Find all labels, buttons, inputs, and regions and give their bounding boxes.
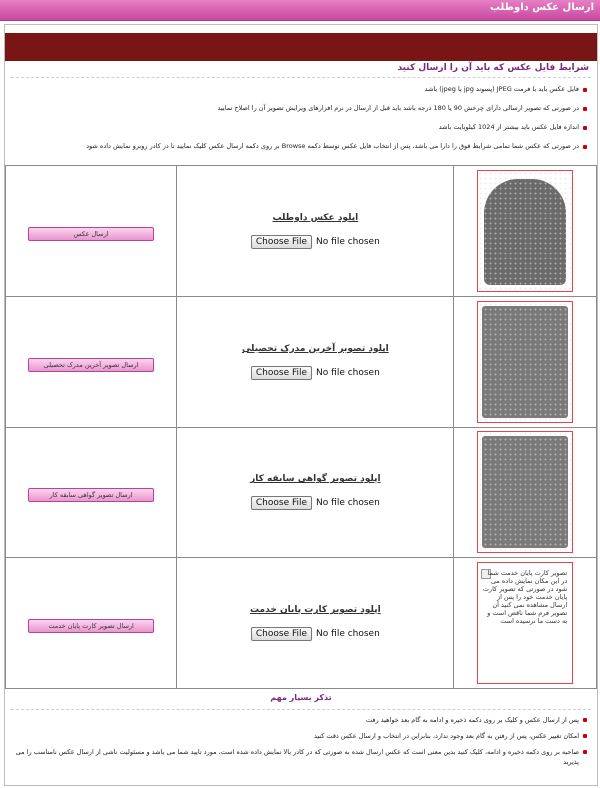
divider [11, 709, 591, 710]
send-education-button[interactable]: ارسال تصویر آخرین مدرک تحصیلی [28, 358, 154, 372]
upload-label: اپلود تصویر آخرین مدرک تحصیلی [241, 343, 389, 354]
send-photo-button[interactable]: ارسال عکس [28, 227, 154, 241]
military-card-preview [477, 562, 573, 684]
choose-file-button[interactable]: Choose File [251, 627, 312, 641]
rule-item: در صورتی که عکس شما تمامی شرایط فوق را دارا می باشد، پس از انتخاب فایل عکس توسط دکمه Browse بر روی دکمه ارسال عکس کلیک نمایید تا در کادر روبرو نمایش داده شود [17, 142, 587, 151]
notes-list [15, 715, 587, 767]
candidate-photo-preview [477, 170, 573, 292]
send-work-certificate-button[interactable]: ارسال تصویر گواهی سابقه کار [28, 488, 154, 502]
section-title: شرایط فایل عکس که باید آن را ارسال کنید [397, 63, 589, 73]
upload-label: اپلود عکس داوطلب [272, 212, 359, 223]
preview-cell [454, 296, 597, 427]
choose-file-button[interactable]: Choose File [251, 496, 312, 510]
note-item: صاحبه بر روی دکمه ذخیره و ادامه، کلیک کنید بدین معنی است که عکس ارسال شده به صورتی که در کادر بالا نمایش داده شده است، مورد تایید شما می باشد و مسئولیت ناشی از ارسال عکس نامناسب را می پذیرید [15, 747, 587, 767]
banner-bar [5, 33, 597, 61]
button-cell [6, 296, 177, 427]
divider [11, 77, 591, 78]
note-item: امکان تغییر عکس، پس از رفتن به گام بعد وجود ندارد، بنابراین در انتخاب و ارسال عکس دقت کنید [15, 731, 587, 741]
file-status: No file chosen [316, 629, 380, 640]
rule-item: اندازه فایل عکس باید بیشتر از 1024 کیلوبایت باشد [17, 123, 587, 132]
choose-file-button[interactable]: Choose File [251, 366, 312, 380]
upload-row-military [6, 558, 597, 689]
file-input[interactable] [251, 235, 380, 249]
page-title: ارسال عکس داوطلب [489, 2, 594, 13]
choose-file-button[interactable]: Choose File [251, 235, 312, 249]
button-cell [6, 166, 177, 297]
rule-item: در صورتی که تصویر ارسالی دارای چرخش 90 یا 180 درجه باشد باید قبل از ارسال در نرم افزارهای ویرایش تصویر آن را اصلاح نمایید [17, 104, 587, 113]
file-cell [177, 296, 454, 427]
send-military-card-button[interactable]: ارسال تصویر کارت پایان خدمت [28, 619, 154, 633]
file-input[interactable] [251, 496, 380, 510]
file-status: No file chosen [316, 367, 380, 378]
button-cell [6, 558, 177, 689]
file-cell [177, 166, 454, 297]
image-alt-text: تصویر کارت پایان خدمت شما در این مکان نمایش داده می شود در صورتی که تصویر کارت پایان خدمت خود را پس از ارسال مشاهده نمی کنید آن تصویر فرم شما ناقص است و به دست ما نرسیده است [482, 569, 568, 626]
file-status: No file chosen [316, 236, 380, 247]
notes-title: تذکر بسیار مهم [270, 693, 332, 702]
upload-table [5, 165, 597, 689]
file-input[interactable] [251, 366, 380, 380]
upload-label: اپلود تصویر کارت پایان خدمت [250, 605, 381, 616]
file-cell [177, 558, 454, 689]
rule-item: فایل عکس باید با فرمت JPEG (پسوند jpg یا jpeg) باشد [17, 85, 587, 94]
upload-row-work [6, 427, 597, 558]
work-certificate-preview [477, 431, 573, 553]
button-cell [6, 427, 177, 558]
preview-cell [454, 427, 597, 558]
preview-cell [454, 558, 597, 689]
upload-label: اپلود تصویر گواهی سابقه کار [250, 474, 381, 485]
rules-list [17, 85, 587, 151]
note-item: پس از ارسال عکس و کلیک بر روی دکمه ذخیره و ادامه به گام بعد خواهید رفت [15, 715, 587, 725]
file-cell [177, 427, 454, 558]
education-document-preview [477, 301, 573, 423]
file-status: No file chosen [316, 498, 380, 509]
upload-row-photo [6, 166, 597, 297]
file-input[interactable] [251, 627, 380, 641]
page-header-bar [0, 0, 600, 21]
content-frame [4, 24, 598, 786]
upload-row-education [6, 296, 597, 427]
preview-cell [454, 166, 597, 297]
